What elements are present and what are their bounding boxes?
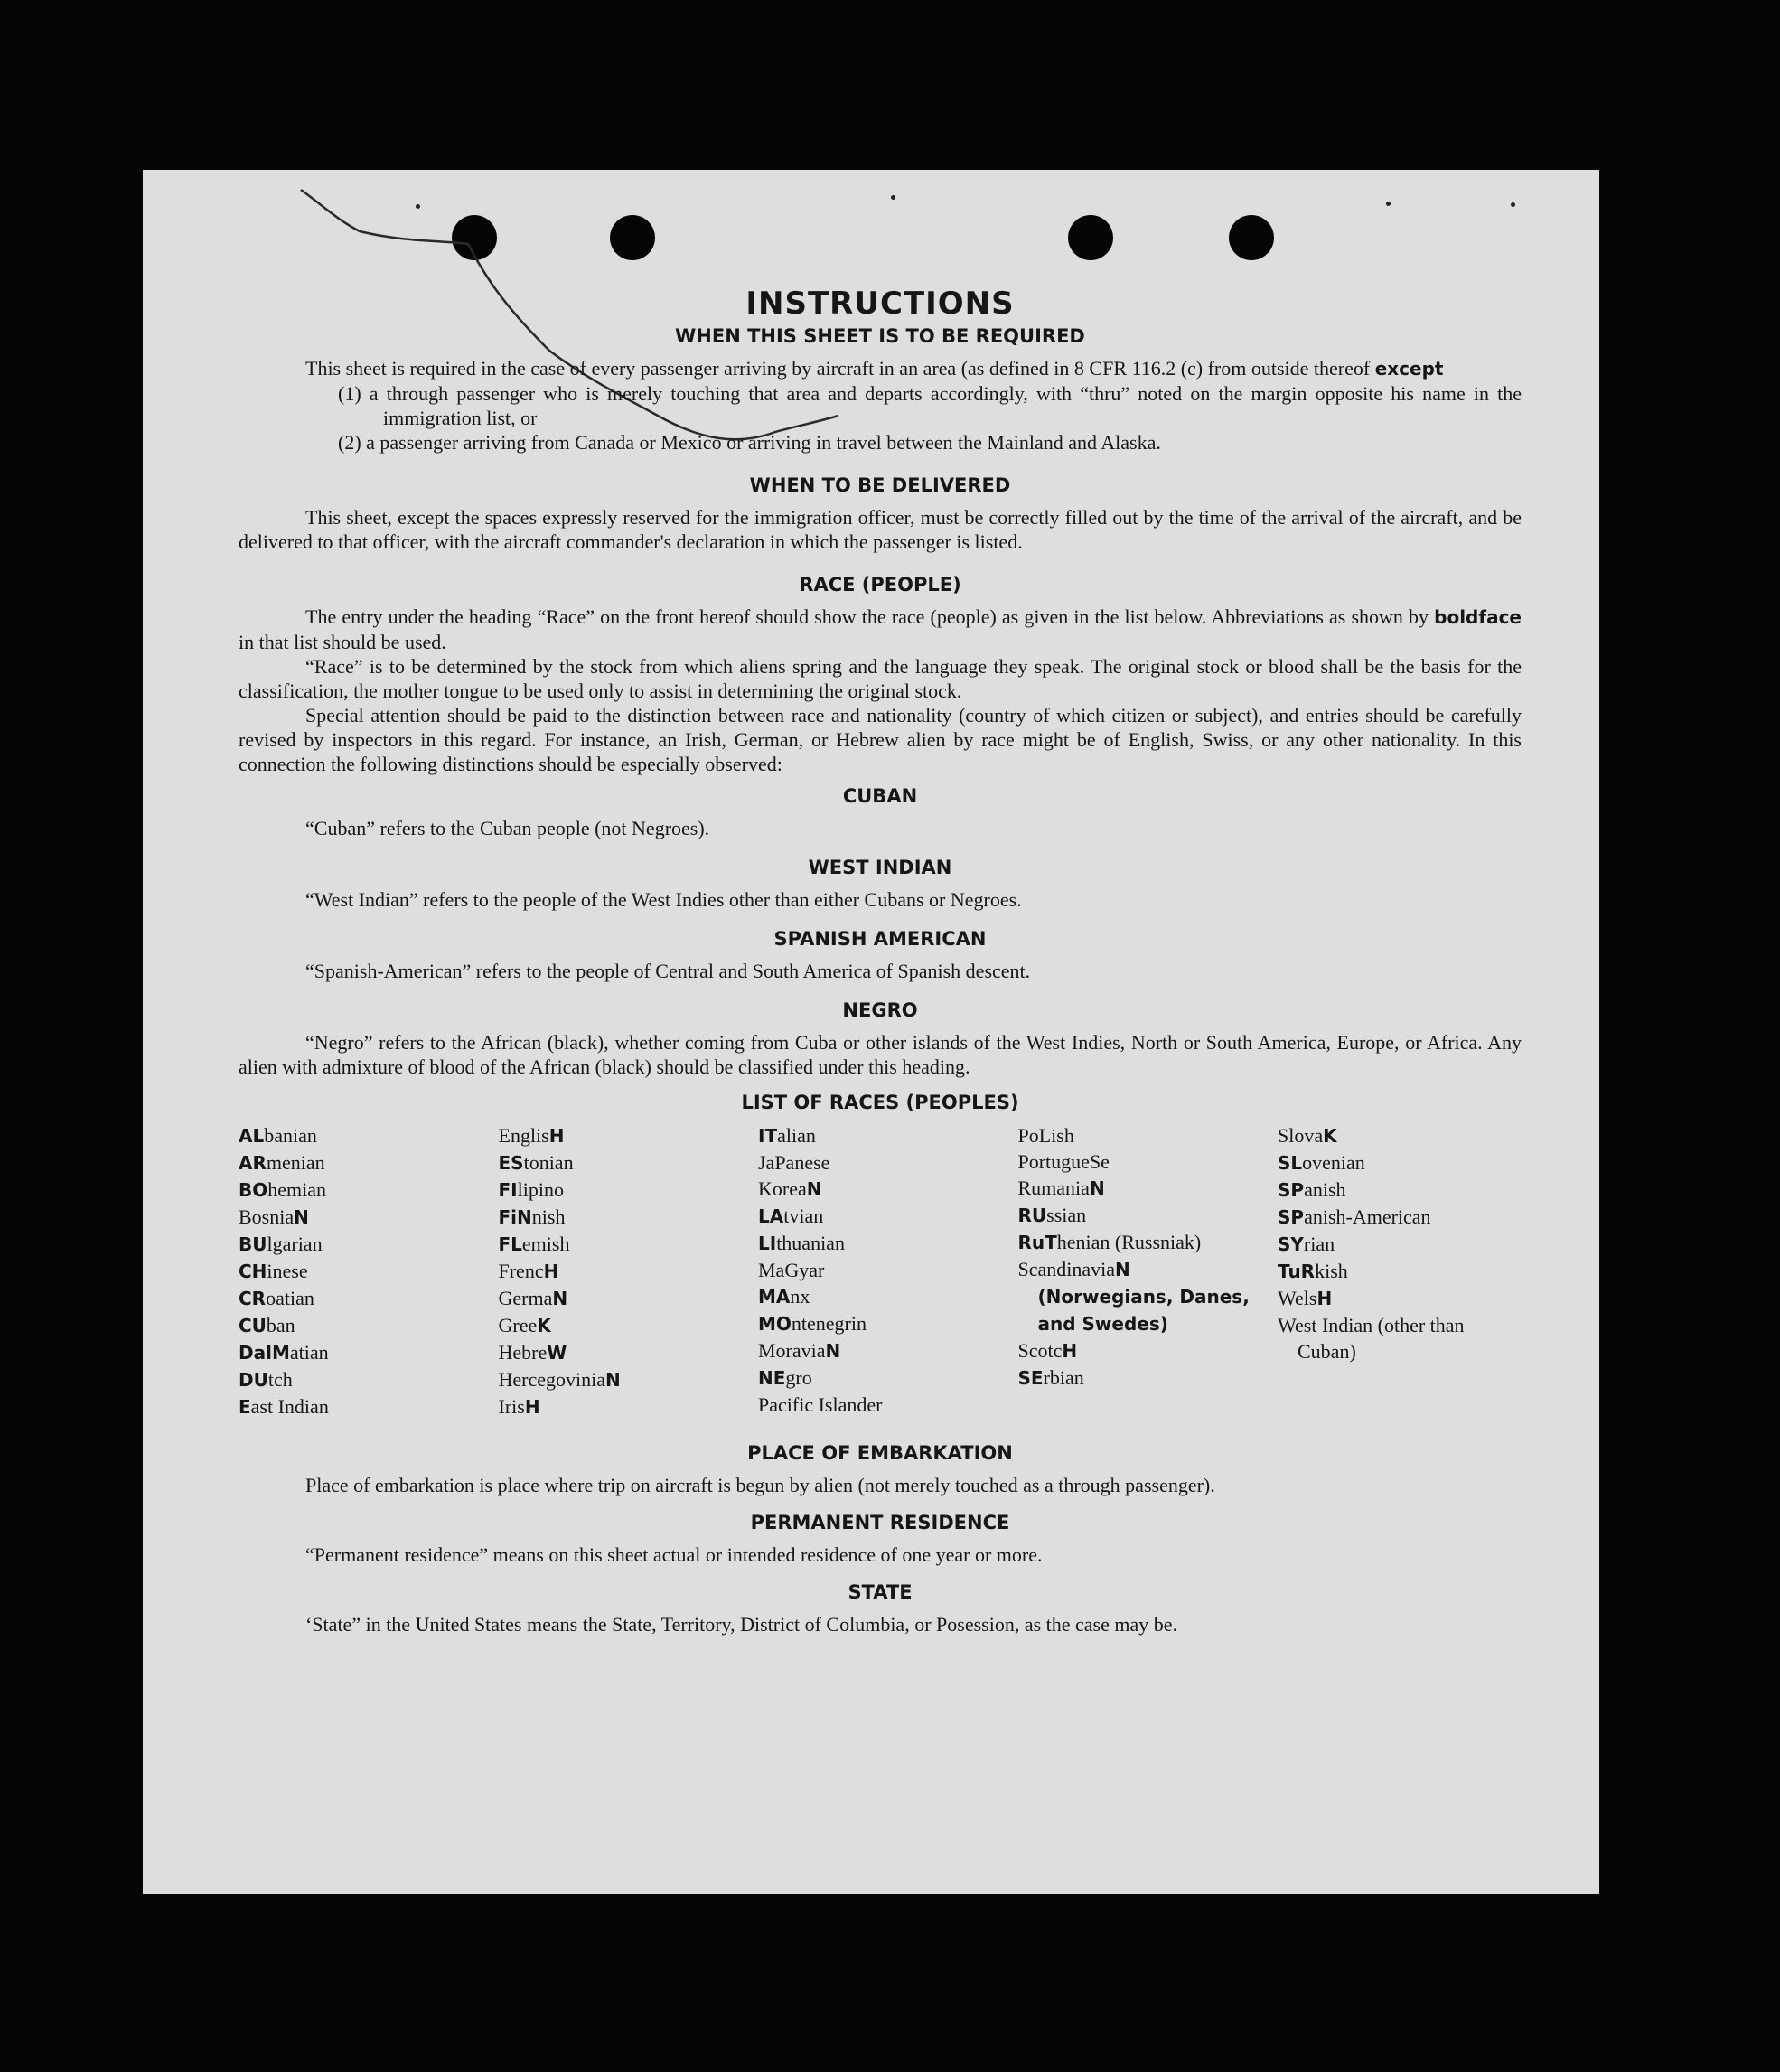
race-name: rian [1303,1233,1335,1255]
race-abbrev: LI [758,1233,777,1254]
race-abbrev: SP [1278,1206,1305,1228]
race-entry [1018,1149,1262,1175]
race-name: lipino [517,1178,564,1201]
race-abbrev: ES [498,1152,524,1174]
race-abbrev: DalM [239,1342,290,1364]
race-abbrev: N [806,1178,822,1200]
race-name: Moravia [758,1339,826,1362]
race-name: nish [531,1205,566,1228]
race-abbrev: FL [498,1233,522,1255]
race-entry [1018,1229,1262,1256]
race-name: henian (Russniak) [1056,1231,1202,1253]
race-entry [499,1204,743,1231]
speck-mark [1386,202,1391,206]
race-abbrev: AR [239,1152,267,1174]
race-name: kish [1315,1260,1348,1282]
race-name: tonian [523,1151,574,1174]
race-abbrev: CU [239,1315,267,1336]
race-abbrev: N [825,1340,841,1362]
race-name: Iris [498,1395,525,1418]
race-abbrev: N [1089,1177,1105,1199]
race-name: rbian [1043,1366,1084,1389]
race-abbrev: IT [758,1125,778,1147]
race-entry [239,1339,482,1366]
race-name: Scandinavia [1017,1258,1116,1280]
race-abbrev: H [524,1396,540,1418]
race-entry [499,1231,743,1258]
race-entry [499,1122,743,1149]
race-entry [239,1177,482,1204]
race-entry [499,1312,743,1339]
race-entry [1018,1364,1262,1392]
delivered-paragraph: This sheet, except the spaces expressly reserved for the immigration officer, must be correctly filled out by the time of the arrival of the aircraft, and be delivered to that officer, with the aircraft commander's declaration in which the passenger is listed. [239,506,1522,553]
race-abbrev: N [552,1288,568,1309]
race-abbrev: MA [758,1286,791,1308]
race-abbrev: BO [239,1179,268,1201]
embarkation-paragraph: Place of embarkation is place where trip on aircraft is begun by alien (not merely touched as a through passenger). [305,1474,1215,1496]
race-entry [758,1392,1002,1418]
faint-footer-area [323,1824,1498,1851]
race-heading: RACE (PEOPLE) [799,574,961,595]
race-entry [758,1176,1002,1203]
race-entry [758,1364,1002,1392]
race-entry [239,1366,482,1393]
race-paragraph-2: “Race” is to be determined by the stock from which aliens spring and the language they speak. The original stock or blood shall be the basis for the classification, the mother tongue to be used only to assist in determining the original stock. [239,655,1522,702]
race-abbrev: LA [758,1205,784,1227]
race-name: ban [266,1314,295,1336]
race-list [239,1122,1522,1420]
race-abbrev: SY [1278,1233,1304,1255]
race-entry [239,1258,482,1285]
race-entry [1278,1204,1522,1231]
race-name: Hercegovinia [498,1368,605,1391]
race-entry [1278,1177,1522,1204]
race-abbrev: CH [239,1261,267,1282]
required-bold-word: except [1374,358,1444,380]
race-entry [1278,1231,1522,1258]
race-entry [239,1393,482,1420]
race-entry [1018,1202,1262,1229]
race-name: ntenegrin [791,1312,867,1335]
page-title: INSTRUCTIONS [745,286,1015,322]
punch-hole [1068,215,1113,260]
race-name: tch [267,1368,293,1391]
race-entry [239,1204,482,1231]
race-abbrev: TuR [1278,1261,1316,1282]
race-name: hemian [267,1178,327,1201]
west-indian-paragraph: “West Indian” refers to the people of the West Indies other than either Cubans or Negroes. [305,888,1022,911]
cuban-heading: CUBAN [842,785,918,807]
race-name: banian [264,1124,317,1147]
state-heading: STATE [848,1581,913,1603]
spanish-american-heading: SPANISH AMERICAN [773,928,987,950]
race-abbrev: H [548,1125,565,1147]
race-entry [1278,1312,1522,1364]
race-entry [1278,1258,1522,1285]
race-abbrev: W [547,1342,567,1364]
race-name: Wels [1278,1287,1317,1309]
race-name: anish [1304,1178,1346,1201]
race-abbrev: K [1323,1125,1337,1147]
race-name: thuanian [776,1232,845,1254]
race-entry [499,1393,743,1420]
race-abbrev: H [1316,1288,1333,1309]
race-name: anish-American [1304,1205,1431,1228]
required-exception-1: (1) a through passenger who is merely touching that area and departs accordingly, with “thru” noted on the margin opposite his name in the immigration list, or [338,382,1522,429]
race-entry [499,1366,743,1393]
race-entry [758,1122,1002,1149]
race-entry [499,1149,743,1177]
race-name: Rumania [1017,1177,1090,1199]
race-name: ast Indian [250,1395,329,1418]
race-abbrev: NE [758,1367,786,1389]
race-entry [499,1339,743,1366]
race-abbrev: DU [239,1369,268,1391]
race-name: alian [777,1124,816,1147]
race-list-heading: LIST OF RACES (PEOPLES) [741,1092,1019,1113]
race-entry [499,1258,743,1285]
race-column [758,1122,1002,1420]
race-entry [239,1231,482,1258]
race-paragraph-3: Special attention should be paid to the distinction between race and nationality (country of which citizen or subject), and entries should be carefully revised by inspectors in this regard. For instance, an Irish, German, or Hebrew alien by race might be of English, Swiss, or any other nationality. In this connection the following distinctions should be especially observed: [239,704,1522,775]
race-abbrev: SE [1017,1367,1044,1389]
race-column [239,1122,482,1420]
race-entry [758,1283,1002,1310]
race-abbrev: SP [1278,1179,1305,1201]
race-name: Korea [758,1177,807,1200]
race-name: lgarian [267,1233,323,1255]
race-abbrev: E [239,1396,251,1418]
punch-hole [1229,215,1274,260]
race-entry [1018,1175,1262,1202]
race-abbrev: N (Norwegians, Danes, and Swedes) [1037,1259,1250,1335]
race-abbrev: RuT [1017,1232,1057,1253]
race-name: emish [521,1233,570,1255]
race-entry [758,1203,1002,1230]
race-p1-bold: boldface [1434,606,1522,628]
race-abbrev: N [605,1369,621,1391]
race-name: Englis [498,1124,549,1147]
document-sheet [143,170,1599,1894]
race-name: Pacific Islander [758,1393,883,1416]
embarkation-heading: PLACE OF EMBARKATION [747,1442,1013,1464]
race-name: Germa [498,1287,553,1309]
race-entry [758,1149,1002,1176]
race-p1-text: The entry under the heading “Race” on the front hereof should show the race (people) as given in the list below. Abbreviations as shown by [305,605,1435,628]
race-entry [758,1310,1002,1337]
residence-paragraph: “Permanent residence” means on this sheet actual or intended residence of one year or more. [305,1543,1043,1566]
cuban-paragraph: “Cuban” refers to the Cuban people (not Negroes). [305,817,710,839]
race-name: menian [266,1151,325,1174]
negro-paragraph: “Negro” refers to the African (black), whether coming from Cuba or other islands of the West Indies, North or South America, Europe, or Africa. Any alien with admixture of blood of the African (black) should be classified under this heading. [239,1031,1522,1078]
race-entry [1278,1149,1522,1177]
race-abbrev: H [543,1261,559,1282]
race-name: nx [790,1285,810,1308]
race-abbrev: FI [498,1179,518,1201]
race-entry [1018,1337,1262,1364]
race-entry [239,1149,482,1177]
race-abbrev: BU [239,1233,267,1255]
required-exception-2: (2) a passenger arriving from Canada or Mexico or arriving in travel between the Mainland and Alaska. [338,431,1161,454]
race-entry [239,1285,482,1312]
race-abbrev: MO [758,1313,792,1335]
race-abbrev: K [537,1315,551,1336]
race-name: Gree [498,1314,538,1336]
race-name: gro [785,1366,812,1389]
race-name: inese [267,1260,308,1282]
delivered-heading: WHEN TO BE DELIVERED [749,474,1011,496]
race-entry [1018,1122,1262,1149]
required-paragraph [239,356,1522,381]
race-name: JaPanese [758,1151,830,1174]
race-entry [758,1337,1002,1364]
race-abbrev: FiN [498,1206,532,1228]
race-name: PortugueSe [1017,1150,1110,1173]
race-name: Slova [1278,1124,1324,1147]
west-indian-heading: WEST INDIAN [808,857,952,878]
race-name: Frenc [498,1260,544,1282]
race-column [499,1122,743,1420]
negro-heading: NEGRO [842,999,918,1021]
race-name: oatian [266,1287,314,1309]
instructions-content [239,286,1522,1636]
race-paragraph-1 [239,605,1522,654]
race-abbrev: CR [239,1288,267,1309]
required-text: This sheet is required in the case of every passenger arriving by aircraft in an area (as defined in 8 CFR 116.2 (c) from outside thereof [305,357,1375,380]
race-entry [758,1257,1002,1283]
race-entry [239,1122,482,1149]
speck-mark [1511,202,1515,207]
race-name: ovenian [1302,1151,1365,1174]
race-abbrev: N [294,1206,309,1228]
race-abbrev: AL [239,1125,265,1147]
race-entry [758,1230,1002,1257]
required-heading: WHEN THIS SHEET IS TO BE REQUIRED [675,325,1085,347]
race-name: atian [289,1341,329,1364]
race-abbrev: SL [1278,1152,1303,1174]
race-name: West Indian (other than Cuban) [1278,1314,1465,1363]
race-entry [239,1312,482,1339]
race-entry [499,1177,743,1204]
race-name: Bosnia [239,1205,295,1228]
spanish-american-paragraph: “Spanish-American” refers to the people of Central and South America of Spanish descent. [305,960,1031,982]
race-name: PoLish [1017,1124,1074,1147]
race-name: ssian [1046,1204,1087,1226]
race-entry [1278,1122,1522,1149]
race-p1-text-end: in that list should be used. [239,631,446,653]
race-entry [499,1285,743,1312]
race-name: tvian [783,1205,824,1227]
race-abbrev: RU [1017,1205,1047,1226]
residence-heading: PERMANENT RESIDENCE [750,1512,1010,1533]
race-column [1018,1122,1262,1420]
race-name: MaGyar [758,1259,825,1281]
race-entry [1278,1285,1522,1312]
race-column [1278,1122,1522,1420]
race-entry [1018,1256,1262,1337]
race-abbrev: H [1062,1340,1078,1362]
race-name: Scotc [1017,1339,1063,1362]
race-name: Hebre [498,1341,548,1364]
state-paragraph: ‘State” in the United States means the State, Territory, District of Columbia, or Posession, as the case may be. [305,1613,1178,1636]
